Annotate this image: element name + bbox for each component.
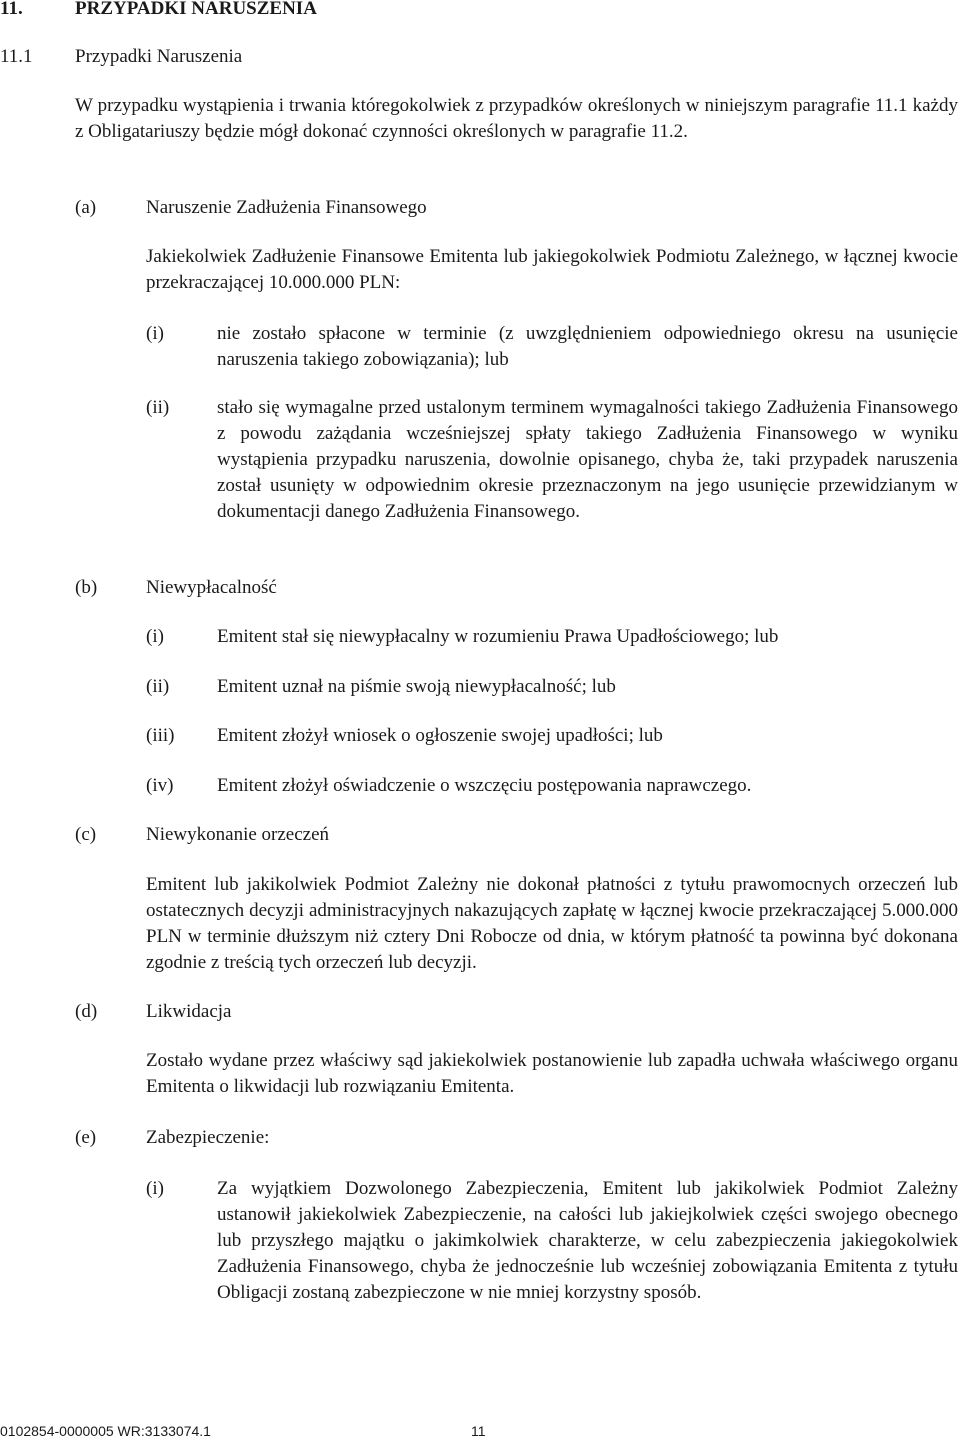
footer-doc-id: 0102854-0000005 WR:3133074.1 [0, 1423, 211, 1439]
subsection-intro: W przypadku wystąpienia i trwania któregokolwiek z przypadków określonych w niniejszym paragrafie 11.1 każdy z Obligatariuszy będzie mógł dokonać czynności określonych w paragrafie 11.2. [75, 95, 958, 142]
point-b-iv-label: (iv) [146, 775, 174, 796]
point-a-text: Jakiekolwiek Zadłużenie Finansowe Emitenta lub jakiegokolwiek Podmiotu Zależnego, w łącznej kwocie przekraczającej 10.000.000 PLN: [146, 246, 958, 293]
point-b-label: (b) [75, 577, 98, 598]
point-b-ii-label: (ii) [146, 676, 170, 697]
point-b-i-label: (i) [146, 626, 164, 647]
point-b-iii-text: Emitent złożył wniosek o ogłoszenie swojej upadłości; lub [217, 725, 663, 746]
point-b-i-text: Emitent stał się niewypłacalny w rozumieniu Prawa Upadłościowego; lub [217, 626, 779, 647]
section-number: 11. [0, 0, 23, 19]
point-d-text: Zostało wydane przez właściwy sąd jakiekolwiek postanowienie lub zapadła uchwała właściwego organu Emitenta o likwidacji lub rozwiązaniu Emitenta. [146, 1050, 958, 1097]
point-b-iii-label: (iii) [146, 725, 175, 746]
point-c-text: Emitent lub jakikolwiek Podmiot Zależny nie dokonał płatności z tytułu prawomocnych orzeczeń lub ostatecznych decyzji administracyjnych nakazujących zapłatę w łącznej kwocie przekraczającej 5.000.000 PLN w terminie dłuższym niż cztery Dni Robocze od dnia, w którym płatność ta powinna być dokonana zgodnie z treścią tych orzeczeń lub decyzji. [146, 874, 958, 973]
point-a-i-text: nie zostało spłacone w terminie (z uwzględnieniem odpowiedniego okresu na usunięcie naruszenia takiego zobowiązania); lub [217, 323, 958, 370]
section-title: PRZYPADKI NARUSZENIA [75, 0, 317, 19]
point-a-label: (a) [75, 197, 97, 218]
point-e-label: (e) [75, 1127, 97, 1148]
footer-page-number: 11 [471, 1423, 486, 1439]
point-a-ii-label: (ii) [146, 397, 170, 418]
point-e-i-label: (i) [146, 1178, 164, 1199]
point-e-title: Zabezpieczenie: [146, 1127, 270, 1148]
subsection-number: 11.1 [0, 46, 33, 67]
point-d-label: (d) [75, 1001, 98, 1022]
subsection-title: Przypadki Naruszenia [75, 46, 243, 67]
point-c-title: Niewykonanie orzeczeń [146, 824, 330, 845]
point-c-label: (c) [75, 824, 97, 845]
point-a-title: Naruszenie Zadłużenia Finansowego [146, 197, 427, 218]
point-b-iv-text: Emitent złożył oświadczenie o wszczęciu postępowania naprawczego. [217, 775, 752, 796]
point-e-i-text: Za wyjątkiem Dozwolonego Zabezpieczenia, Emitent lub jakikolwiek Podmiot Zależny ustanowił jakiekolwiek Zabezpieczenie, na całości lub jakiejkolwiek części swojego obecnego lub przyszłego majątku o jakimkolwiek charakterze, w celu zabezpieczenia jakiegokolwiek Zadłużenia Finansowego, chyba że jednocześnie lub wcześniej zobowiązania Emitenta z tytułu Obligacji zostaną zabezpieczone w nie mniej korzystny sposób. [217, 1178, 958, 1303]
point-a-ii-text: stało się wymagalne przed ustalonym terminem wymagalności takiego Zadłużenia Finansowego z powodu zażądania wcześniejszej spłaty takiego Zadłużenia Finansowego w wyniku wystąpienia przypadku naruszenia, dowolnie opisanego, chyba że, taki przypadek naruszenia został usunięty w odpowiednim okresie przeznaczonym na jego usunięcie przewidzianym w dokumentacji danego Zadłużenia Finansowego. [217, 397, 958, 522]
point-b-ii-text: Emitent uznał na piśmie swoją niewypłacalność; lub [217, 676, 616, 697]
point-d-title: Likwidacja [146, 1001, 232, 1022]
point-b-title: Niewypłacalność [146, 577, 277, 598]
point-a-i-label: (i) [146, 323, 164, 344]
